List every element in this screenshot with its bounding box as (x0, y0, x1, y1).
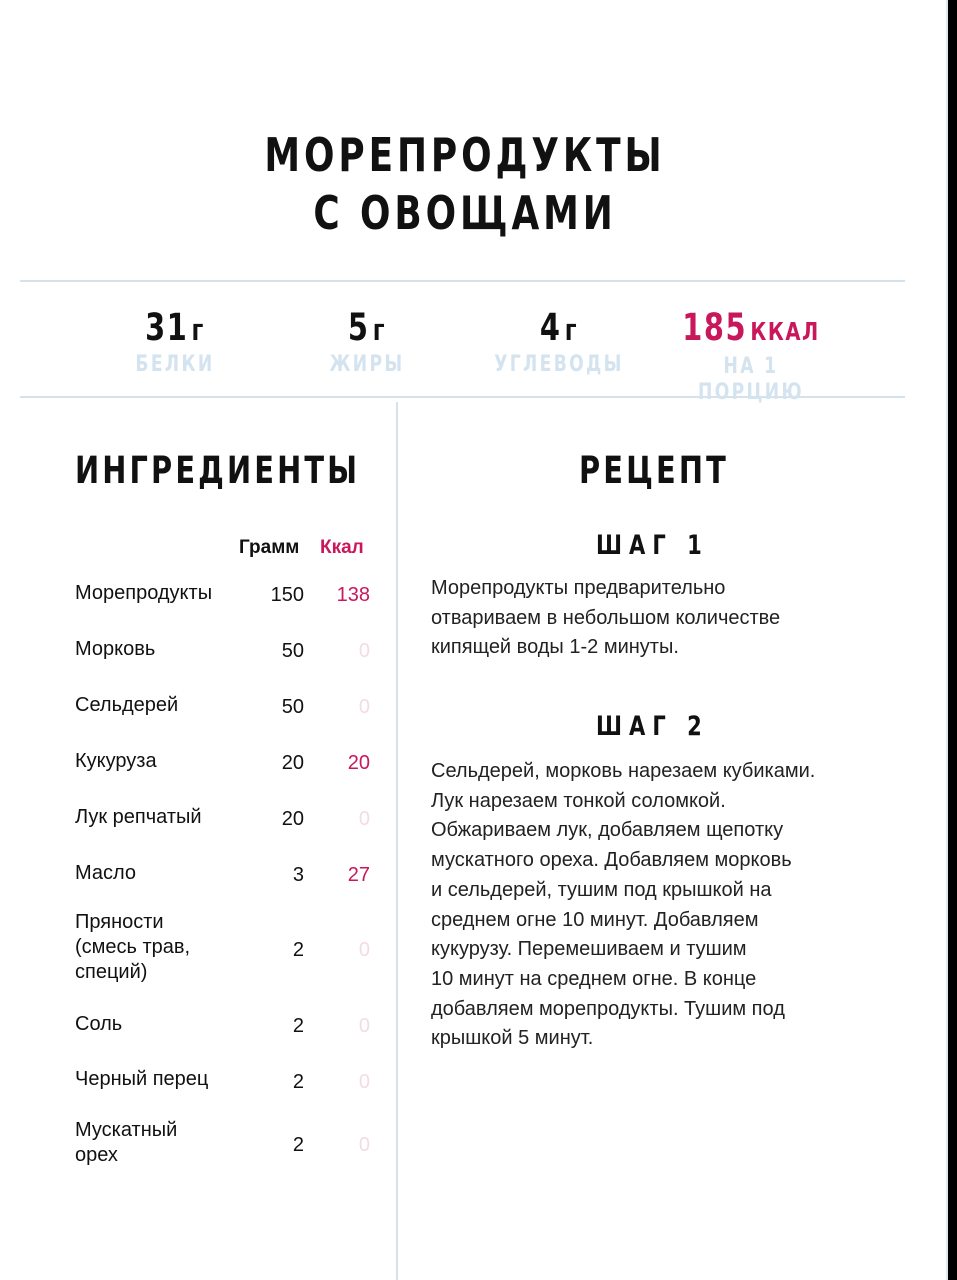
macro-label: БЕЛКИ (135, 352, 215, 377)
ingredient-gram: 2 (292, 939, 304, 961)
ingredient-name-line: Пряности (75, 911, 164, 933)
step-text-line: 10 минут на среднем огне. В конце (431, 967, 757, 990)
macro-value: 5 (347, 306, 370, 349)
step-text-line: отвариваем в небольшом количестве (431, 606, 781, 629)
ingredient-kcal: 20 (347, 752, 370, 774)
recipe-title-line-1: МОРЕПРОДУКТЫ (264, 128, 666, 182)
ingredient-row (75, 581, 375, 611)
step-text-line: Обжариваем лук, добавляем щепотку (431, 819, 784, 842)
ingredient-gram: 20 (281, 808, 304, 830)
ingredient-kcal: 0 (358, 1134, 370, 1156)
ingredient-kcal: 138 (336, 584, 370, 606)
step-text-line: кипящей воды 1-2 минуты. (431, 636, 679, 659)
ingredient-row (75, 749, 375, 779)
step-text-line: кукурузу. Перемешиваем и тушим (431, 938, 747, 961)
ingredient-name (75, 1118, 235, 1168)
step-text-line: Морепродукты предварительно (431, 577, 726, 599)
ingredient-gram: 20 (281, 752, 304, 774)
macro-value: 4 (539, 306, 562, 349)
ingredient-kcal: 0 (358, 1071, 370, 1093)
page-edge (948, 0, 957, 1280)
step-1-text (431, 574, 861, 663)
step-text-line: среднем огне 10 минут. Добавляем (431, 908, 759, 931)
ingredient-kcal: 0 (358, 640, 370, 662)
divider-top (20, 280, 905, 282)
macro-label: ЖИРЫ (329, 352, 405, 377)
ingredient-row (75, 1067, 375, 1097)
step-text-line: мускатного ореха. Добавляем морковь (431, 849, 792, 872)
ingredient-row (75, 861, 375, 891)
ingredient-gram: 50 (281, 640, 304, 662)
ingredient-name-line: Мускатный (75, 1119, 178, 1141)
ingredient-gram: 3 (292, 864, 304, 886)
ingredient-row (75, 1012, 375, 1042)
ingredients-heading: ИНГРЕДИЕНТЫ (75, 449, 361, 492)
ingredient-gram: 2 (292, 1015, 304, 1037)
ingredient-row (75, 637, 375, 667)
ingredient-name: Лук репчатый (75, 806, 202, 828)
ingredient-row (75, 910, 375, 988)
macro-carbs (459, 306, 659, 378)
ingredient-kcal: 0 (358, 1015, 370, 1037)
ingredient-gram: 50 (281, 696, 304, 718)
ingredient-name: Морковь (75, 638, 156, 660)
ingredient-kcal: 0 (358, 808, 370, 830)
macro-value: 185 (682, 306, 748, 349)
ingredient-name: Сельдерей (75, 694, 179, 716)
ingredient-row (75, 693, 375, 723)
recipe-title-line-2: С ОВОЩАМИ (313, 186, 617, 240)
recipe-heading: РЕЦЕПТ (579, 449, 729, 492)
column-divider (396, 402, 398, 1280)
step-text-line: и сельдерей, тушим под крышкой на (431, 878, 772, 901)
step-text-line: Сельдерей, морковь нарезаем кубиками. (431, 760, 816, 782)
step-2-title: ШАГ 2 (596, 711, 709, 742)
macro-unit: г (372, 313, 387, 347)
ingredient-name: Соль (75, 1013, 123, 1035)
macro-fat (267, 306, 467, 378)
column-header-kcal: Ккал (320, 537, 364, 558)
ingredient-name-line: специй) (75, 961, 148, 983)
macro-value: 31 (145, 306, 189, 349)
ingredient-gram: 150 (270, 584, 304, 606)
ingredient-gram: 2 (292, 1134, 304, 1156)
ingredient-kcal: 0 (358, 939, 370, 961)
ingredient-name-line: орех (75, 1144, 118, 1166)
step-text-line: крышкой 5 минут. (431, 1027, 594, 1050)
ingredient-row (75, 1118, 375, 1170)
recipe-title (102, 126, 827, 242)
macro-protein (75, 306, 275, 378)
ingredient-kcal: 27 (347, 864, 370, 886)
macro-label: НА 1 ПОРЦИЮ (697, 354, 804, 405)
ingredient-row (75, 805, 375, 835)
step-1-title: ШАГ 1 (596, 530, 709, 561)
ingredient-name: Черный перец (75, 1068, 209, 1090)
macro-unit: ККАЛ (750, 317, 820, 346)
macro-label: УГЛЕВОДЫ (494, 352, 624, 377)
macro-unit: г (564, 313, 579, 347)
ingredient-kcal: 0 (358, 696, 370, 718)
step-text-line: добавляем морепродукты. Тушим под (431, 997, 785, 1020)
macro-unit: г (191, 313, 205, 347)
macro-kcal (651, 306, 851, 406)
ingredient-name: Кукуруза (75, 750, 157, 772)
ingredient-name (75, 910, 235, 985)
step-2-text (431, 757, 861, 1054)
ingredient-gram: 2 (292, 1071, 304, 1093)
ingredient-name: Масло (75, 862, 137, 884)
ingredient-name: Морепродукты (75, 582, 213, 604)
column-header-gram: Грамм (239, 537, 300, 558)
ingredient-name-line: (смесь трав, (75, 936, 191, 958)
step-text-line: Лук нарезаем тонкой соломкой. (431, 789, 726, 812)
